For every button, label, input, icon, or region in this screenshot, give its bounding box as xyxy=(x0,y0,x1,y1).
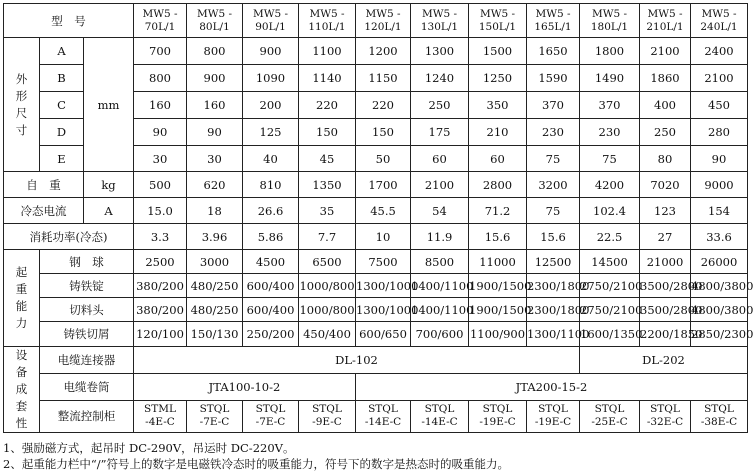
rectifier-value xyxy=(411,400,469,432)
cell-line: 150L/1 xyxy=(478,20,517,33)
lifting-value: 1400/1100 xyxy=(411,274,469,298)
cell-line: STQL xyxy=(594,403,625,416)
current-value: 102.4 xyxy=(580,198,640,224)
notes xyxy=(3,440,747,472)
power-value: 3.96 xyxy=(187,224,243,250)
cell-line: -14E-C xyxy=(421,416,458,429)
power-value: 15.6 xyxy=(527,224,580,250)
dimension-value: 370 xyxy=(580,92,640,119)
dimension-value: 30 xyxy=(134,146,187,172)
cell-line: -25E-C xyxy=(591,416,628,429)
cell-line: 70L/1 xyxy=(144,20,176,33)
lifting-value: 600/650 xyxy=(356,322,411,347)
cell-line: 240L/1 xyxy=(700,20,738,33)
cell-line: 120L/1 xyxy=(364,20,402,33)
current-label: 冷态电流 xyxy=(4,198,84,224)
rectifier-value xyxy=(299,400,356,432)
cell-line: MW5 - xyxy=(365,7,401,20)
reel-value-2: JTA200-15-2 xyxy=(356,373,748,400)
weight-label: 自 重 xyxy=(4,172,84,198)
connector-row xyxy=(4,347,748,374)
current-value: 35 xyxy=(299,198,356,224)
lifting-value: 3500/2800 xyxy=(640,298,691,322)
lifting-value: 4500 xyxy=(243,250,299,274)
lifting-value: 12500 xyxy=(527,250,580,274)
note-1: 1、强励磁方式，起吊时 DC-290V，吊运时 DC-220V。 xyxy=(3,441,295,455)
cell-line: MW5 - xyxy=(591,7,628,20)
power-value: 27 xyxy=(640,224,691,250)
dimension-value: 1150 xyxy=(356,65,411,92)
lifting-value: 380/200 xyxy=(134,298,187,322)
lifting-value: 480/250 xyxy=(187,298,243,322)
current-value: 45.5 xyxy=(356,198,411,224)
power-value: 15.6 xyxy=(469,224,527,250)
dimension-value: 1500 xyxy=(469,38,527,65)
current-row xyxy=(4,198,748,224)
lifting-value: 1400/1100 xyxy=(411,298,469,322)
lifting-value: 6500 xyxy=(299,250,356,274)
dimension-value: 175 xyxy=(411,119,469,146)
rectifier-value xyxy=(469,400,527,432)
lifting-value: 1100/900 xyxy=(469,322,527,347)
lifting-value: 3000 xyxy=(187,250,243,274)
current-value: 15.0 xyxy=(134,198,187,224)
dimension-label: E xyxy=(40,146,84,172)
dimension-value: 250 xyxy=(640,119,691,146)
weight-unit: kg xyxy=(84,172,134,198)
rectifier-value xyxy=(187,400,243,432)
lifting-value: 8500 xyxy=(411,250,469,274)
rectifier-value xyxy=(356,400,411,432)
model-header xyxy=(580,4,640,38)
rectifier-value xyxy=(243,400,299,432)
lifting-value: 700/600 xyxy=(411,322,469,347)
dimension-value: 80 xyxy=(640,146,691,172)
dimension-value: 210 xyxy=(469,119,527,146)
lifting-value: 1900/1500 xyxy=(469,274,527,298)
cell-line: MW5 - xyxy=(647,7,683,20)
cell-line: STQL xyxy=(704,403,734,416)
power-label: 消耗功率(冷态) xyxy=(4,224,134,250)
cell-line: -32E-C xyxy=(646,416,684,429)
dimension-value: 75 xyxy=(527,146,580,172)
power-value: 3.3 xyxy=(134,224,187,250)
weight-value: 9000 xyxy=(691,172,748,198)
weight-row xyxy=(4,172,748,198)
cell-line: 110L/1 xyxy=(308,20,346,33)
weight-value: 2800 xyxy=(469,172,527,198)
model-header xyxy=(469,4,527,38)
dimension-label: D xyxy=(40,119,84,146)
dimension-value: 220 xyxy=(356,92,411,119)
lifting-label: 铸铁切屑 xyxy=(40,322,134,347)
dimension-value: 450 xyxy=(691,92,748,119)
dimension-value: 280 xyxy=(691,119,748,146)
dimension-value: 1100 xyxy=(299,38,356,65)
lifting-row xyxy=(4,274,748,298)
lifting-value: 4800/3800 xyxy=(691,274,748,298)
cell-line: -38E-C xyxy=(700,416,738,429)
lifting-value: 1000/800 xyxy=(299,298,356,322)
cell-line: 80L/1 xyxy=(199,20,230,33)
model-header xyxy=(411,4,469,38)
dimension-value: 90 xyxy=(187,119,243,146)
current-value: 71.2 xyxy=(469,198,527,224)
dimension-value: 800 xyxy=(134,65,187,92)
reel-row xyxy=(4,373,748,400)
model-header xyxy=(243,4,299,38)
lifting-value: 2750/2100 xyxy=(580,274,640,298)
dimension-value: 200 xyxy=(243,92,299,119)
rectifier-value xyxy=(691,400,748,432)
lifting-value: 1000/800 xyxy=(299,274,356,298)
dimension-value: 90 xyxy=(691,146,748,172)
power-value: 5.86 xyxy=(243,224,299,250)
cell-line: MW5 - xyxy=(142,7,178,20)
lifting-value: 380/200 xyxy=(134,274,187,298)
lifting-value: 480/250 xyxy=(187,274,243,298)
model-header xyxy=(527,4,580,38)
cell-line: STQL xyxy=(368,403,398,416)
cell-line: STQL xyxy=(255,403,286,416)
connector-label: 电缆连接器 xyxy=(40,347,134,374)
rectifier-value xyxy=(580,400,640,432)
cell-line: 180L/1 xyxy=(590,20,629,33)
cell-line: STML xyxy=(144,403,176,416)
lifting-value: 21000 xyxy=(640,250,691,274)
rectifier-value xyxy=(640,400,691,432)
rectifier-value xyxy=(134,400,187,432)
reel-value-1: JTA100-10-2 xyxy=(134,373,356,400)
dimension-label: B xyxy=(40,65,84,92)
cell-line: -7E-C xyxy=(199,416,230,429)
dimension-row xyxy=(4,38,748,65)
cell-line: -14E-C xyxy=(364,416,402,429)
dimension-value: 90 xyxy=(134,119,187,146)
connector-value-1: DL-102 xyxy=(134,347,580,374)
dimension-value: 45 xyxy=(299,146,356,172)
lifting-value: 1600/1350 xyxy=(580,322,640,347)
lifting-value: 250/200 xyxy=(243,322,299,347)
lifting-value: 150/130 xyxy=(187,322,243,347)
dimension-value: 1860 xyxy=(640,65,691,92)
lifting-label: 钢 球 xyxy=(40,250,134,274)
cell-line: -19E-C xyxy=(534,416,572,429)
power-value: 7.7 xyxy=(299,224,356,250)
weight-value: 7020 xyxy=(640,172,691,198)
header-row xyxy=(4,4,748,38)
lifting-value: 2300/1800 xyxy=(527,274,580,298)
model-header xyxy=(187,4,243,38)
model-header xyxy=(299,4,356,38)
cell-line: MW5 - xyxy=(309,7,345,20)
weight-value: 500 xyxy=(134,172,187,198)
lifting-value: 2200/1850 xyxy=(640,322,691,347)
weight-value: 620 xyxy=(187,172,243,198)
cell-line: MW5 - xyxy=(479,7,516,20)
current-value: 123 xyxy=(640,198,691,224)
dimension-value: 370 xyxy=(527,92,580,119)
lifting-value: 120/100 xyxy=(134,322,187,347)
dimension-value: 800 xyxy=(187,38,243,65)
lifting-value: 1900/1500 xyxy=(469,298,527,322)
dimension-value: 1140 xyxy=(299,65,356,92)
cell-line: 165L/1 xyxy=(534,20,572,33)
current-value: 154 xyxy=(691,198,748,224)
lifting-label: 铸铁锭 xyxy=(40,274,134,298)
lifting-row xyxy=(4,250,748,274)
power-value: 11.9 xyxy=(411,224,469,250)
lifting-value: 600/400 xyxy=(243,274,299,298)
cell-line: STQL xyxy=(312,403,342,416)
lifting-value: 1300/1100 xyxy=(527,322,580,347)
dimension-value: 30 xyxy=(187,146,243,172)
dimension-label: C xyxy=(40,92,84,119)
dimension-value: 1590 xyxy=(527,65,580,92)
cell-line: MW5 - xyxy=(252,7,289,20)
lifting-row xyxy=(4,298,748,322)
dimension-unit: mm xyxy=(84,38,134,172)
dimension-value: 1240 xyxy=(411,65,469,92)
cell-line: STQL xyxy=(650,403,680,416)
power-value: 10 xyxy=(356,224,411,250)
power-row xyxy=(4,224,748,250)
cell-line: MW5 - xyxy=(421,7,458,20)
dimension-value: 150 xyxy=(299,119,356,146)
rectifier-label: 整流控制柜 xyxy=(40,400,134,432)
cell-line: -19E-C xyxy=(479,416,516,429)
dimension-value: 60 xyxy=(411,146,469,172)
dimension-value: 230 xyxy=(527,119,580,146)
model-header xyxy=(356,4,411,38)
weight-value: 2100 xyxy=(411,172,469,198)
lifting-value: 7500 xyxy=(356,250,411,274)
equipment-group-label: 设 备 成 套 性 xyxy=(4,347,40,433)
dimensions-group-label: 外 形 尺 寸 xyxy=(4,38,40,172)
dimension-value: 50 xyxy=(356,146,411,172)
current-unit: A xyxy=(84,198,134,224)
note-2: 2、起重能力栏中“/”符号上的数字是电磁铁冷态时的吸重能力，符号下的数字是热态时的吸重能力。 xyxy=(3,457,509,471)
weight-value: 1350 xyxy=(299,172,356,198)
cell-line: STQL xyxy=(482,403,513,416)
dimension-value: 250 xyxy=(411,92,469,119)
dimension-value: 2100 xyxy=(640,38,691,65)
lifting-value: 2750/2100 xyxy=(580,298,640,322)
dimension-label: A xyxy=(40,38,84,65)
dimension-value: 40 xyxy=(243,146,299,172)
rectifier-value xyxy=(527,400,580,432)
dimension-value: 75 xyxy=(580,146,640,172)
dimension-value: 220 xyxy=(299,92,356,119)
dimension-value: 1200 xyxy=(356,38,411,65)
current-value: 54 xyxy=(411,198,469,224)
power-value: 22.5 xyxy=(580,224,640,250)
rectifier-row xyxy=(4,400,748,432)
cell-line: STQL xyxy=(424,403,455,416)
weight-value: 3200 xyxy=(527,172,580,198)
lifting-value: 4800/3800 xyxy=(691,298,748,322)
cell-line: MW5 - xyxy=(196,7,233,20)
dimension-value: 160 xyxy=(187,92,243,119)
lifting-value: 1300/1000 xyxy=(356,298,411,322)
dimension-value: 400 xyxy=(640,92,691,119)
dimension-value: 700 xyxy=(134,38,187,65)
lifting-label: 切料头 xyxy=(40,298,134,322)
spec-table xyxy=(3,3,753,433)
lifting-value: 26000 xyxy=(691,250,748,274)
cell-line: 130L/1 xyxy=(420,20,459,33)
dimension-value: 350 xyxy=(469,92,527,119)
dimension-value: 1300 xyxy=(411,38,469,65)
dimension-value: 900 xyxy=(243,38,299,65)
dimension-value: 900 xyxy=(187,65,243,92)
model-header xyxy=(134,4,187,38)
lifting-value: 11000 xyxy=(469,250,527,274)
dimension-value: 1090 xyxy=(243,65,299,92)
model-header xyxy=(640,4,691,38)
dimension-value: 1800 xyxy=(580,38,640,65)
dimension-value: 160 xyxy=(134,92,187,119)
dimension-value: 2100 xyxy=(691,65,748,92)
lifting-value: 450/400 xyxy=(299,322,356,347)
cell-line: STQL xyxy=(538,403,568,416)
model-header-label: 型 号 xyxy=(4,4,134,38)
current-value: 18 xyxy=(187,198,243,224)
dimension-value: 150 xyxy=(356,119,411,146)
lifting-value: 3500/2800 xyxy=(640,274,691,298)
lifting-value: 2850/2300 xyxy=(691,322,748,347)
lifting-value: 1300/1000 xyxy=(356,274,411,298)
dimension-value: 230 xyxy=(580,119,640,146)
cell-line: -4E-C xyxy=(145,416,175,429)
weight-value: 4200 xyxy=(580,172,640,198)
lifting-value: 600/400 xyxy=(243,298,299,322)
dimension-value: 2400 xyxy=(691,38,748,65)
cell-line: -9E-C xyxy=(312,416,342,429)
weight-value: 1700 xyxy=(356,172,411,198)
power-value: 33.6 xyxy=(691,224,748,250)
dimension-value: 1650 xyxy=(527,38,580,65)
connector-value-2: DL-202 xyxy=(580,347,748,374)
cell-line: 210L/1 xyxy=(646,20,684,33)
cell-line: STQL xyxy=(199,403,230,416)
current-value: 26.6 xyxy=(243,198,299,224)
weight-value: 810 xyxy=(243,172,299,198)
current-value: 75 xyxy=(527,198,580,224)
lifting-value: 14500 xyxy=(580,250,640,274)
cell-line: -7E-C xyxy=(255,416,286,429)
model-header xyxy=(691,4,748,38)
cell-line: 90L/1 xyxy=(255,20,286,33)
cell-line: MW5 - xyxy=(535,7,571,20)
reel-label: 电缆卷筒 xyxy=(40,373,134,400)
dimension-value: 60 xyxy=(469,146,527,172)
dimension-value: 1490 xyxy=(580,65,640,92)
lifting-value: 2300/1800 xyxy=(527,298,580,322)
cell-line: MW5 - xyxy=(701,7,737,20)
dimension-value: 1250 xyxy=(469,65,527,92)
lifting-value: 2500 xyxy=(134,250,187,274)
dimension-value: 125 xyxy=(243,119,299,146)
lifting-row xyxy=(4,322,748,347)
lifting-group-label: 起 重 能 力 xyxy=(4,250,40,347)
